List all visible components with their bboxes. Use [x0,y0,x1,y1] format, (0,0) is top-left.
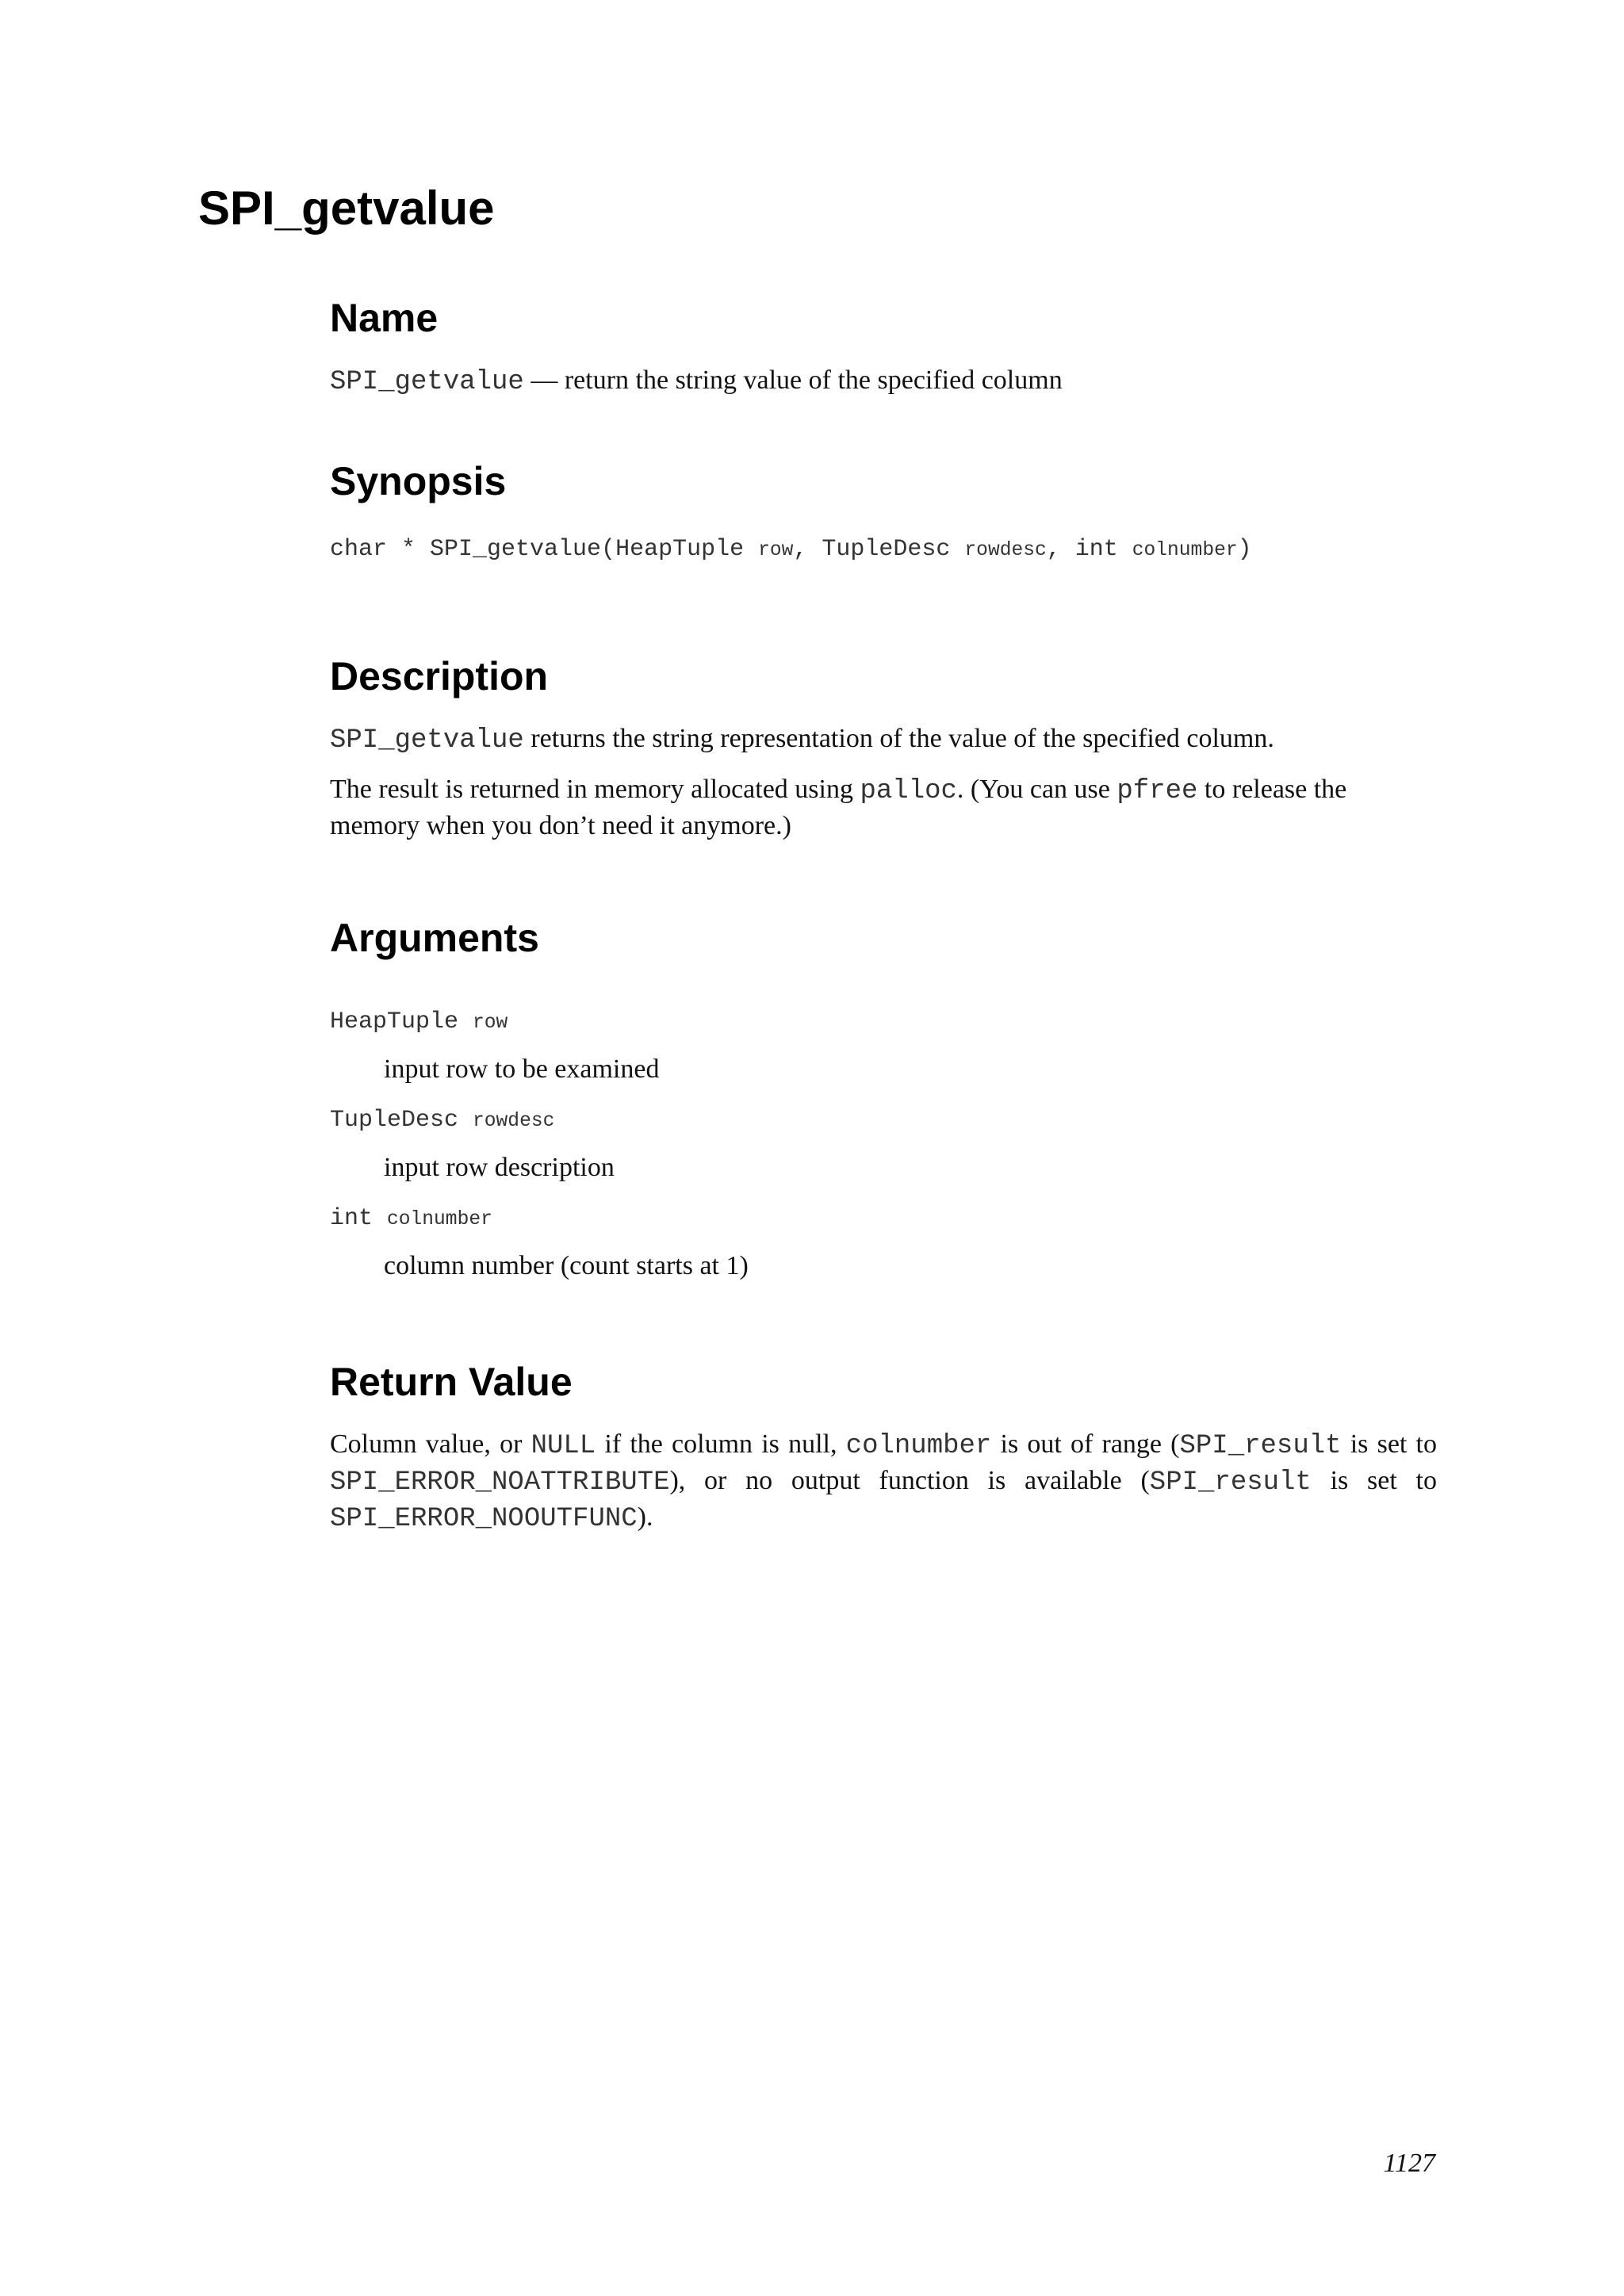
name-heading: Name [330,296,439,340]
spi-result-code: SPI_result [1149,1468,1312,1498]
argument-description: input row description [384,1153,615,1182]
page-number: 1127 [1383,2149,1435,2178]
description-p1-text: returns the string representation of the value of the specified column. [523,724,1274,753]
spi-error-nooutfunc-code: SPI_ERROR_NOOUTFUNC [330,1504,638,1534]
signature-param2-type: TupleDesc [822,536,965,563]
argument-term [330,1205,492,1232]
argument-name: colnumber [387,1209,492,1230]
description-paragraph-2 [330,772,1437,844]
description-p2-c: to release the memory when you don’t need it anymore.) [330,775,1347,840]
null-code: NULL [530,1431,596,1461]
signature-param2-name: rowdesc [964,540,1047,561]
return-value-paragraph [330,1427,1437,1536]
argument-name: rowdesc [473,1111,555,1132]
description-p2-b: . (You can use [956,775,1117,804]
signature-close: ) [1237,536,1252,563]
signature-param3-type: int [1074,536,1132,563]
return-text-7: ). [637,1502,653,1532]
signature-sep1: , [793,536,822,563]
pfree-code: pfree [1116,776,1198,806]
return-text-4: is set to [1341,1429,1437,1459]
argument-description: column number (count starts at 1) [384,1251,749,1280]
return-value-heading: Return Value [330,1360,573,1404]
function-name-code: SPI_getvalue [330,367,524,397]
return-text-2: if the column is null, [596,1429,846,1459]
page-title: SPI_getvalue [198,182,495,235]
arguments-heading: Arguments [330,916,539,960]
argument-term [330,1008,508,1035]
signature-param3-name: colnumber [1132,540,1238,561]
argument-type: TupleDesc [330,1107,473,1134]
signature-prefix: char * SPI_getvalue( [330,536,616,563]
description-function-code: SPI_getvalue [330,725,524,756]
argument-term [330,1107,554,1134]
description-paragraph-1 [330,721,1437,758]
function-summary: — return the string value of the specified column [523,365,1063,395]
argument-type: HeapTuple [330,1008,473,1035]
argument-description: input row to be examined [384,1054,660,1084]
description-p2-a: The result is returned in memory allocated using [330,775,860,804]
argument-name: row [473,1012,508,1034]
name-summary [330,363,1437,400]
spi-error-noattribute-code: SPI_ERROR_NOATTRIBUTE [330,1468,670,1498]
synopsis-signature [330,536,1252,563]
signature-param1-name: row [758,540,794,561]
synopsis-heading: Synopsis [330,459,507,503]
signature-param1-type: HeapTuple [615,536,759,563]
colnumber-code: colnumber [845,1431,992,1461]
return-text-1: Column value, or [330,1429,531,1459]
return-text-5: ), or no output function is available ( [669,1466,1150,1495]
signature-sep2: , [1046,536,1075,563]
description-heading: Description [330,654,549,698]
argument-type: int [330,1205,388,1232]
spi-result-code: SPI_result [1179,1431,1342,1461]
palloc-code: palloc [860,776,957,806]
return-text-3: is out of range ( [991,1429,1180,1459]
return-text-6: is set to [1311,1466,1437,1495]
